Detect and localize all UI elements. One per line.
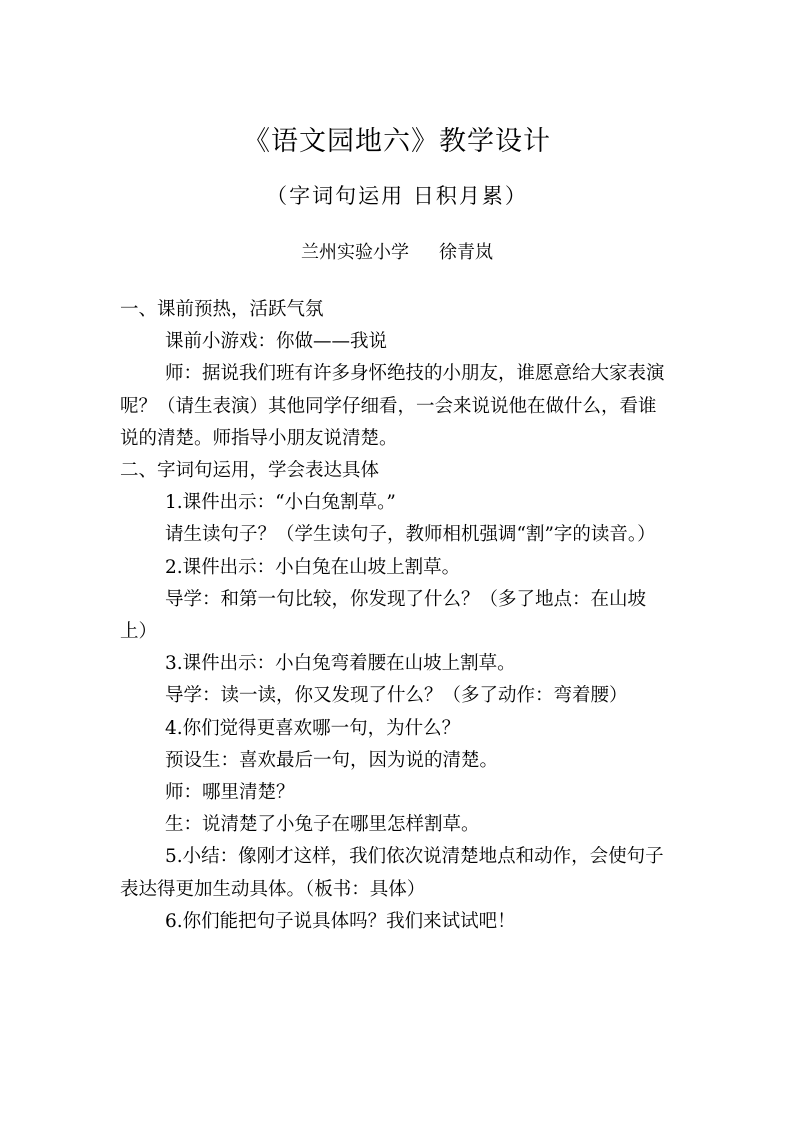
paragraph: 1.课件出示：“小白兔割草。” [165,492,396,514]
document-body [120,294,668,938]
paragraph: 师：哪里清楚？ [165,782,295,804]
paragraph: 课前小游戏：你做——我说 [165,331,388,353]
section-heading-1: 一、课前预热，活跃气氛 [120,299,324,320]
paragraph: 6.你们能把句子说具体吗？我们来试试吧！ [165,910,516,932]
author-line [0,239,794,267]
paragraph: 4.你们觉得更喜欢哪一句，为什么？ [165,717,461,739]
paragraph: 2.课件出示：小白兔在山坡上割草。 [165,556,461,578]
document-subtitle: （字词句运用 日积月累） [266,184,528,208]
section-heading-2: 二、字词句运用，学会表达具体 [120,460,380,482]
paragraph: 导学：和第一句比较，你发现了什么？（多了地点：在山坡上） [120,588,647,643]
paragraph: 预设生：喜欢最后一句，因为说的清楚。 [165,749,499,771]
paragraph: 5.小结：像刚才这样，我们依次说清楚地点和动作，会使句子表达得更加生动具体。（板书：具体） [120,846,664,900]
paragraph: 请生读句子？（学生读句子，教师相机强调“割”字的读音。） [165,524,656,546]
author-name: 徐青岚 [439,242,493,263]
author-school: 兰州实验小学 [301,242,409,263]
paragraph: 师：据说我们班有许多身怀绝技的小朋友，谁愿意给大家表演呢？（请生表演）其他同学仔细看，一会来说说他在做什么，看谁说的清楚。师指导小朋友说清楚。 [120,363,665,449]
paragraph: 生：说清楚了小兔子在哪里怎样割草。 [165,814,480,836]
paragraph: 3.课件出示：小白兔弯着腰在山坡上割草。 [165,653,516,675]
paragraph: 导学：读一读，你又发现了什么？（多了动作：弯着腰） [165,685,628,707]
document-title: 《语文园地六》教学设计 [243,126,551,157]
